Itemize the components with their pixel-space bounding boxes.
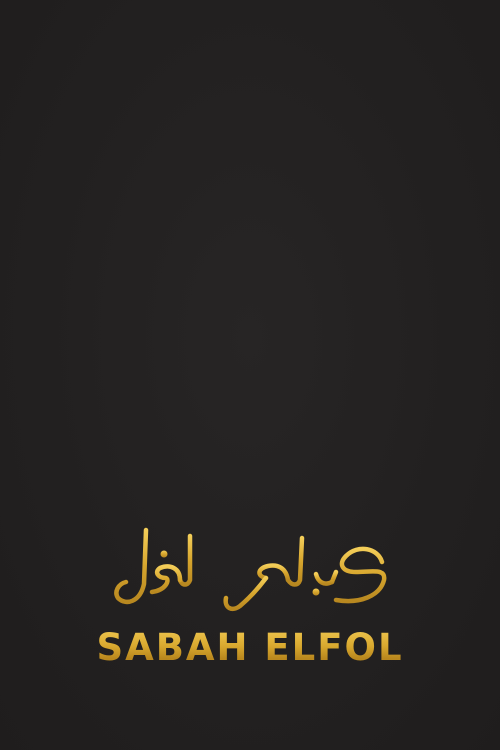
latin-title: SABAH ELFOL bbox=[0, 626, 500, 670]
title-block bbox=[0, 520, 500, 680]
arabic-title-calligraphy bbox=[110, 520, 395, 625]
